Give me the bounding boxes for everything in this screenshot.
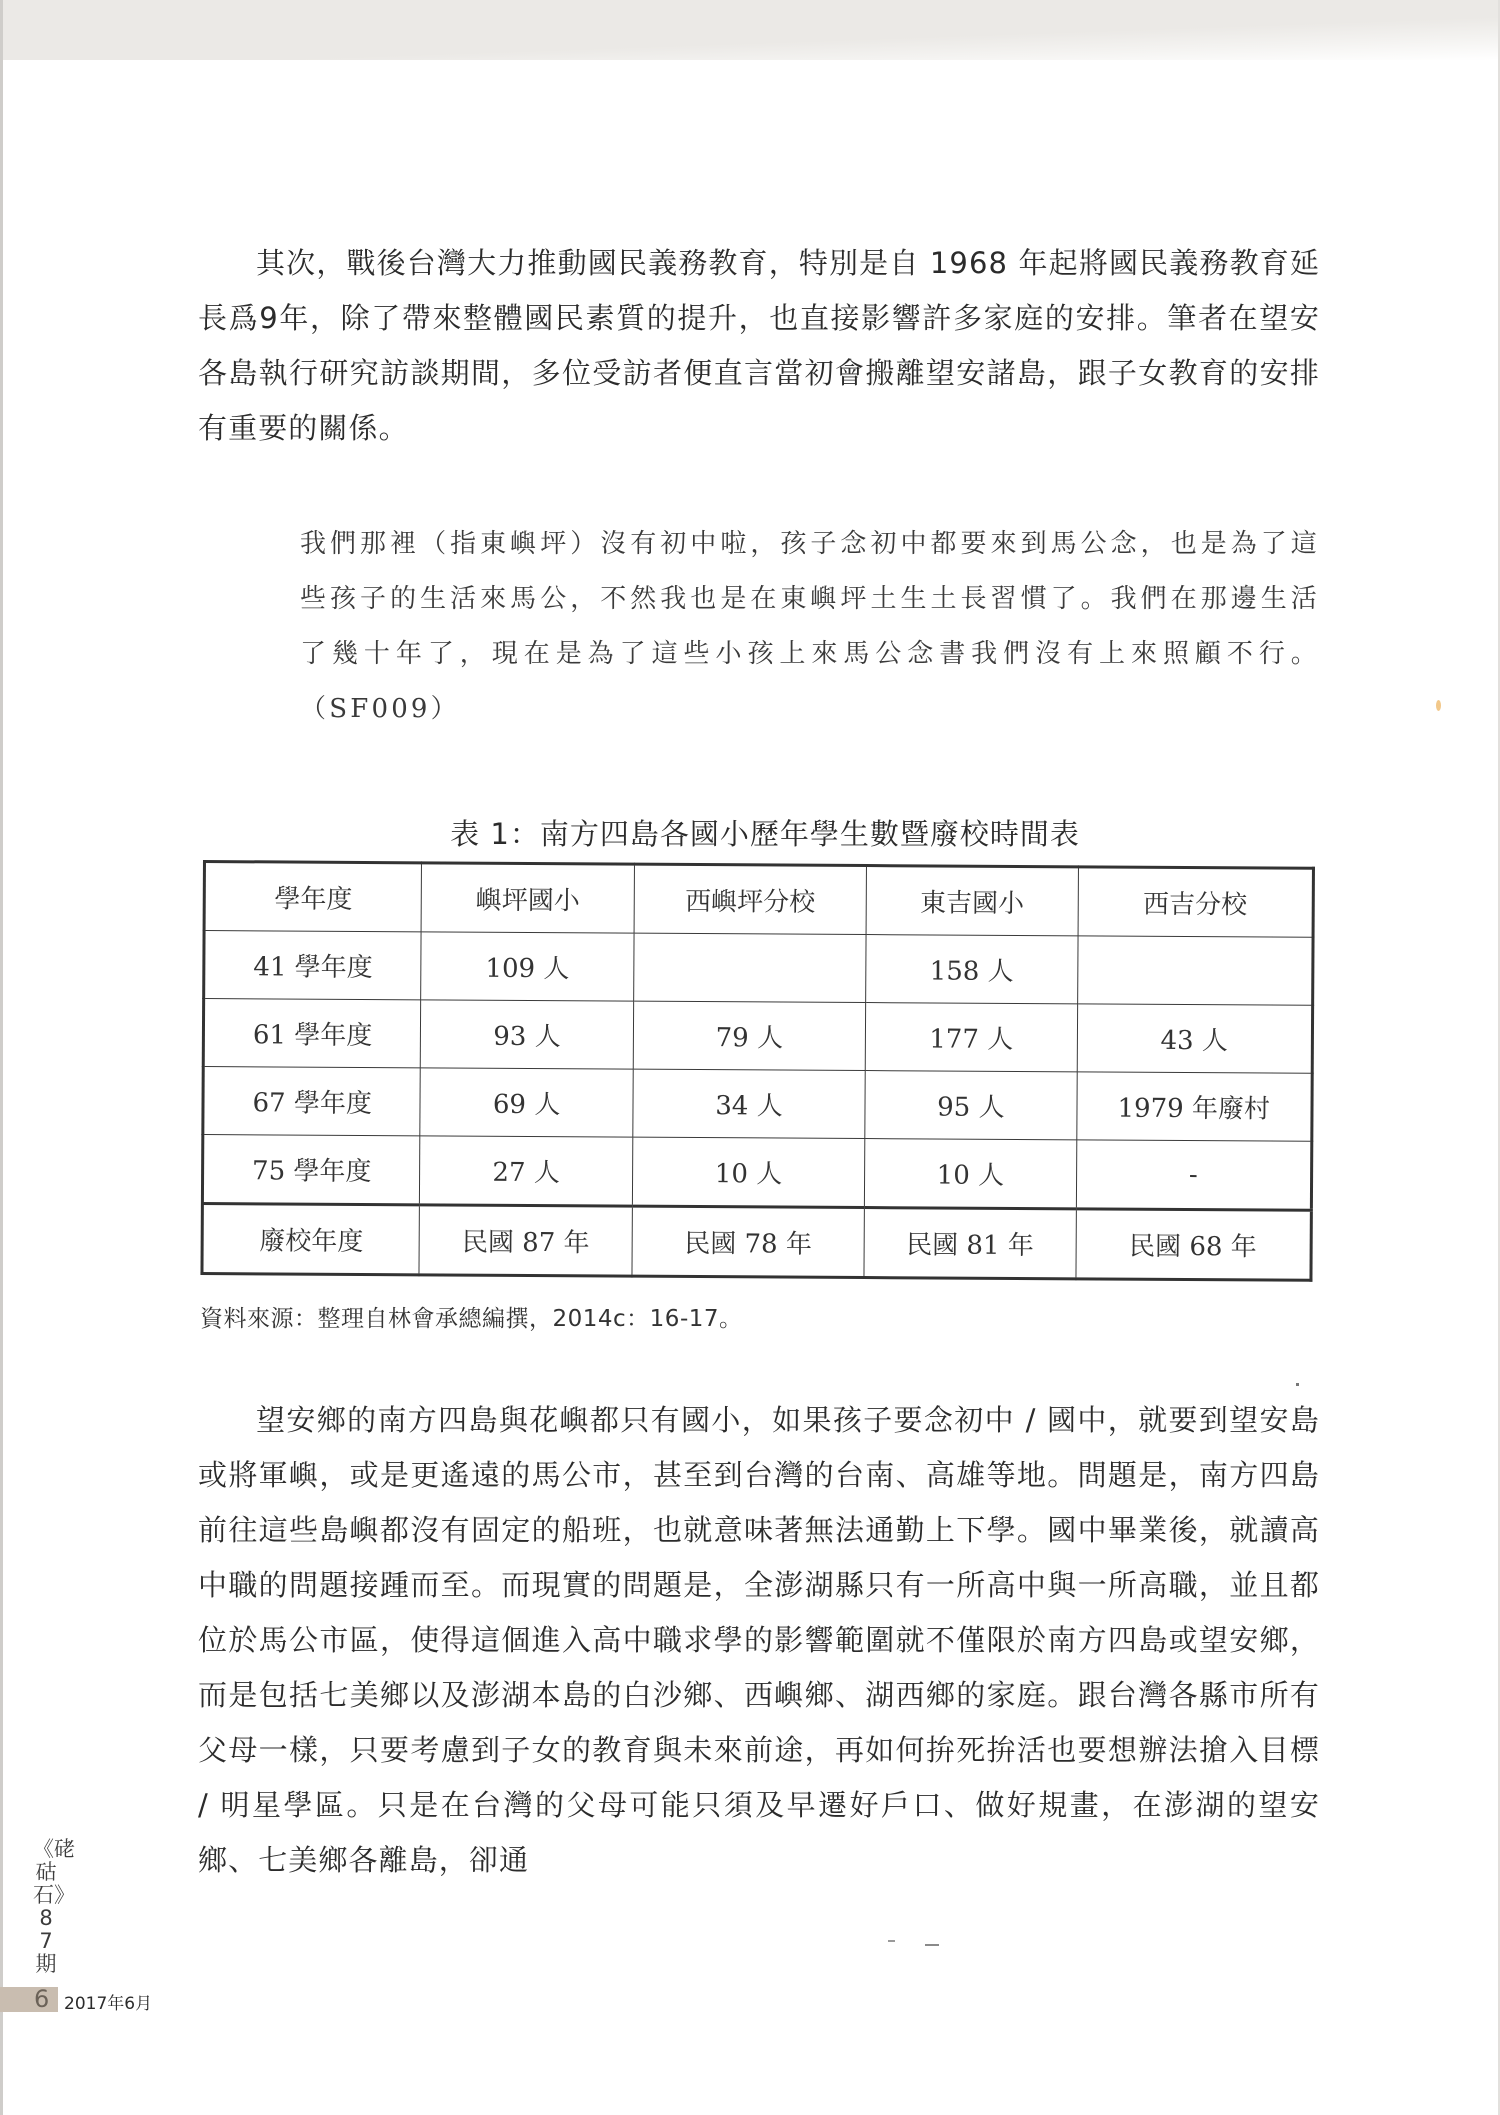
table-row xyxy=(204,931,1313,1006)
interview-quote: 我們那裡（指東嶼坪）沒有初中啦，孩子念初中都要來到馬公念，也是為了這些孩子的生活來馬公，不然我也是在東嶼坪土生土長習慣了。我們在那邊生活了幾十年了，現在是為了這些小孩上來馬公念書我們沒有上來照顧不行。（SF009） xyxy=(300,529,1320,724)
table-cell: 1979 年廢村 xyxy=(1076,1072,1312,1141)
table-row xyxy=(203,999,1312,1074)
table-cell: 27 人 xyxy=(420,1136,633,1206)
table-cell: 61 學年度 xyxy=(203,999,421,1068)
table-cell: 民國 81 年 xyxy=(864,1208,1076,1279)
issue-date: 2017年6月 xyxy=(64,1994,153,2014)
scan-mark xyxy=(1296,1383,1299,1386)
table-cell: 廢校年度 xyxy=(202,1204,420,1275)
table-cell: 75 學年度 xyxy=(202,1135,420,1205)
body-paragraph-1: 其次，戰後台灣大力推動國民義務教育，特別是自 1968 年起將國民義務教育延長爲9年，除了帶來整體國民素質的提升，也直接影響許多家庭的安排。筆者在望安各島執行研究訪談期間，多位受訪者便直言當初會搬離望安諸島，跟子女教育的安排有重要的關係。 xyxy=(198,246,1320,445)
table-cell xyxy=(1077,936,1313,1005)
page-number: 6 xyxy=(34,1985,50,2013)
header-xiyuping-branch: 西嶼坪分校 xyxy=(634,864,867,934)
header-xiji-branch: 西吉分校 xyxy=(1078,867,1314,937)
scan-mark xyxy=(925,1944,939,1946)
table-header-row xyxy=(204,862,1313,938)
body-paragraph-2: 望安鄉的南方四島與花嶼都只有國小，如果孩子要念初中 / 國中，就要到望安島或將軍嶼，或是更遙遠的馬公市，甚至到台灣的台南、高雄等地。問題是，南方四島前往這些島嶼都沒有固定的船班，也就意味著無法通勤上下學。國中畢業後，就讀高中職的問題接踵而至。而現實的問題是，全澎湖縣只有一所高中與一所高職，並且都位於馬公市區，使得這個進入高中職求學的影響範圍就不僅限於南方四島或望安鄉，而是包括七美鄉以及澎湖本島的白沙鄉、西嶼鄉、湖西鄉的家庭。跟台灣各縣市所有父母一樣，只要考慮到子女的教育與未來前途，再如何拚死拚活也要想辦法搶入目標 / 明星學區。只是在台灣的父母可能只須及早遷好戶口、做好規畫，在澎湖的望安鄉、七美鄉各離島，卻通 xyxy=(198,1403,1320,1877)
table-cell xyxy=(633,933,866,1002)
student-count-table xyxy=(200,860,1315,1282)
table-cell: 69 人 xyxy=(420,1068,633,1137)
table-cell: 41 學年度 xyxy=(204,931,422,1000)
table-row xyxy=(203,1067,1312,1142)
table-cell: 民國 78 年 xyxy=(632,1206,865,1277)
page-left-edge xyxy=(0,0,3,2115)
header-dongji-elementary: 東吉國小 xyxy=(866,866,1078,936)
scan-speck xyxy=(1436,700,1441,711)
scan-top-shadow xyxy=(0,0,1500,60)
table-cell: 34 人 xyxy=(633,1069,866,1138)
table-cell: 43 人 xyxy=(1077,1004,1313,1073)
table-row xyxy=(202,1135,1311,1211)
table-cell: 177 人 xyxy=(865,1003,1077,1072)
publication-title-vertical: 《硓𥑮石》87期 xyxy=(33,1837,75,1976)
table-cell: 109 人 xyxy=(421,932,634,1001)
table-source-note: 資料來源：整理自林會承總編撰，2014c：16-17。 xyxy=(200,1306,743,1332)
scan-mark xyxy=(888,1940,895,1942)
table-cell: 10 人 xyxy=(632,1137,865,1207)
closure-year-row xyxy=(202,1204,1311,1281)
table-cell: 67 學年度 xyxy=(203,1067,421,1136)
table-cell: 79 人 xyxy=(633,1001,866,1070)
page-number-tab xyxy=(0,1987,58,2012)
table-cell: 95 人 xyxy=(865,1071,1077,1140)
table-cell: 10 人 xyxy=(864,1139,1076,1209)
table-cell: 民國 87 年 xyxy=(419,1205,632,1276)
table-cell: - xyxy=(1076,1140,1312,1210)
table-cell: 民國 68 年 xyxy=(1076,1209,1312,1280)
table-title: 表 1：南方四島各國小歷年學生數暨廢校時間表 xyxy=(450,817,1080,851)
header-school-year: 學年度 xyxy=(204,862,422,932)
table-cell: 158 人 xyxy=(866,935,1078,1004)
table-cell: 93 人 xyxy=(421,1000,634,1069)
header-yuping-elementary: 嶼坪國小 xyxy=(421,863,634,933)
